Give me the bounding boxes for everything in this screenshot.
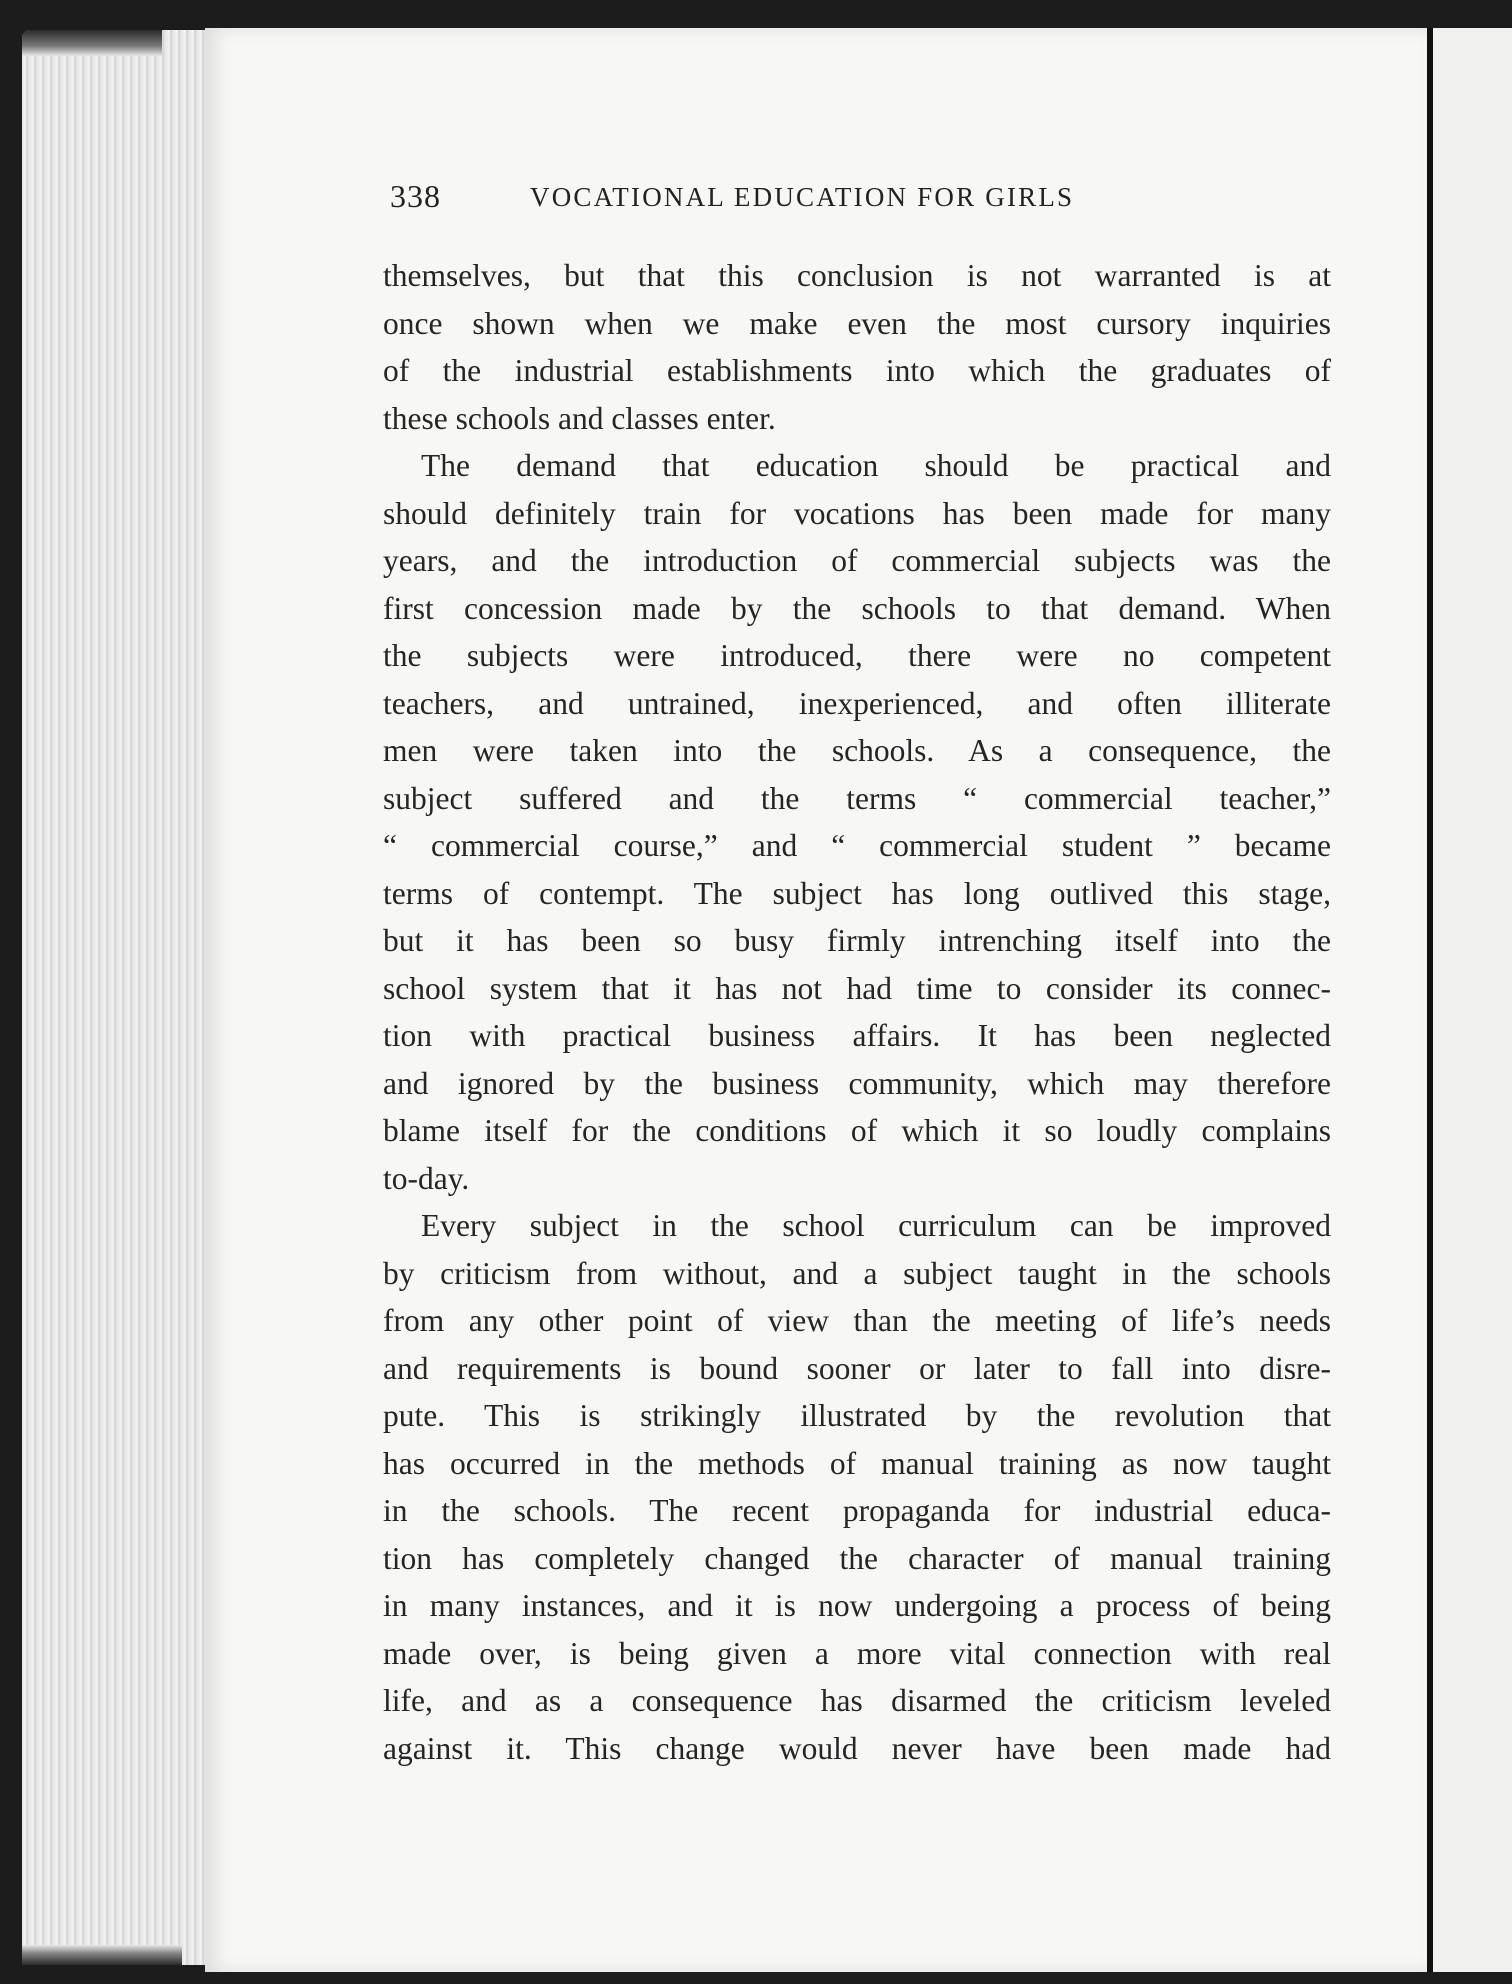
text-line: subject suffered and the terms “ commercial teacher,” [383,780,1331,816]
text-line: but it has been so busy firmly intrenching itself into the [383,923,1331,958]
text-line: Every subject in the school curriculum can be improved [421,1208,1331,1243]
text-line: and requirements is bound sooner or later to fall into disre- [383,1350,1331,1386]
text-line: and ignored by the business community, which may therefore [383,1065,1331,1101]
book-page-edges [22,30,212,1965]
text-line: by criticism from without, and a subject taught in the schools [383,1255,1331,1291]
text-line: pute. This is strikingly illustrated by the revolution that [383,1398,1331,1433]
text-line: of the industrial establishments into which the graduates of [383,353,1331,388]
text-line: should definitely train for vocations has been made for many [383,495,1331,531]
text-line: “ commercial course,” and “ commercial student ” became [383,828,1331,863]
text-line: life, and as a consequence has disarmed the criticism leveled [383,1683,1331,1718]
text-line: has occurred in the methods of manual training as now taught [383,1445,1331,1481]
text-line: from any other point of view than the meeting of life’s needs [383,1303,1331,1338]
running-head-title: VOCATIONAL EDUCATION FOR GIRLS [530,182,1075,212]
text-line: in many instances, and it is now undergoing a process of being [383,1588,1331,1623]
text-line: The demand that education should be practical and [421,448,1331,483]
text-line: school system that it has not had time to consider its connec- [383,970,1331,1006]
page-number: 338 [390,178,441,214]
running-head [390,178,1340,222]
text-line: first concession made by the schools to that demand. When [383,590,1331,626]
body-text [383,252,1331,1772]
text-line: terms of contempt. The subject has long outlived this stage, [383,875,1331,911]
text-line: the subjects were introduced, there were no competent [383,638,1331,673]
facing-page-edge [1433,28,1512,1972]
text-line: years, and the introduction of commercial subjects was the [383,543,1331,578]
text-line: themselves, but that this conclusion is not warranted is at [383,258,1331,293]
text-line: blame itself for the conditions of which it so loudly complains [383,1113,1331,1148]
text-line: tion with practical business affairs. It has been neglected [383,1018,1331,1053]
text-line: tion has completely changed the character of manual training [383,1540,1331,1576]
text-line: these schools and classes enter. [383,400,776,436]
text-line: teachers, and untrained, inexperienced, and often illiterate [383,685,1331,721]
text-line: men were taken into the schools. As a consequence, the [383,733,1331,768]
text-line: made over, is being given a more vital connection with real [383,1635,1331,1671]
text-line: once shown when we make even the most cursory inquiries [383,305,1331,341]
text-line: against it. This change would never have been made had [383,1730,1331,1766]
text-line: to-day. [383,1160,470,1196]
text-line: in the schools. The recent propaganda for industrial educa- [383,1493,1331,1528]
